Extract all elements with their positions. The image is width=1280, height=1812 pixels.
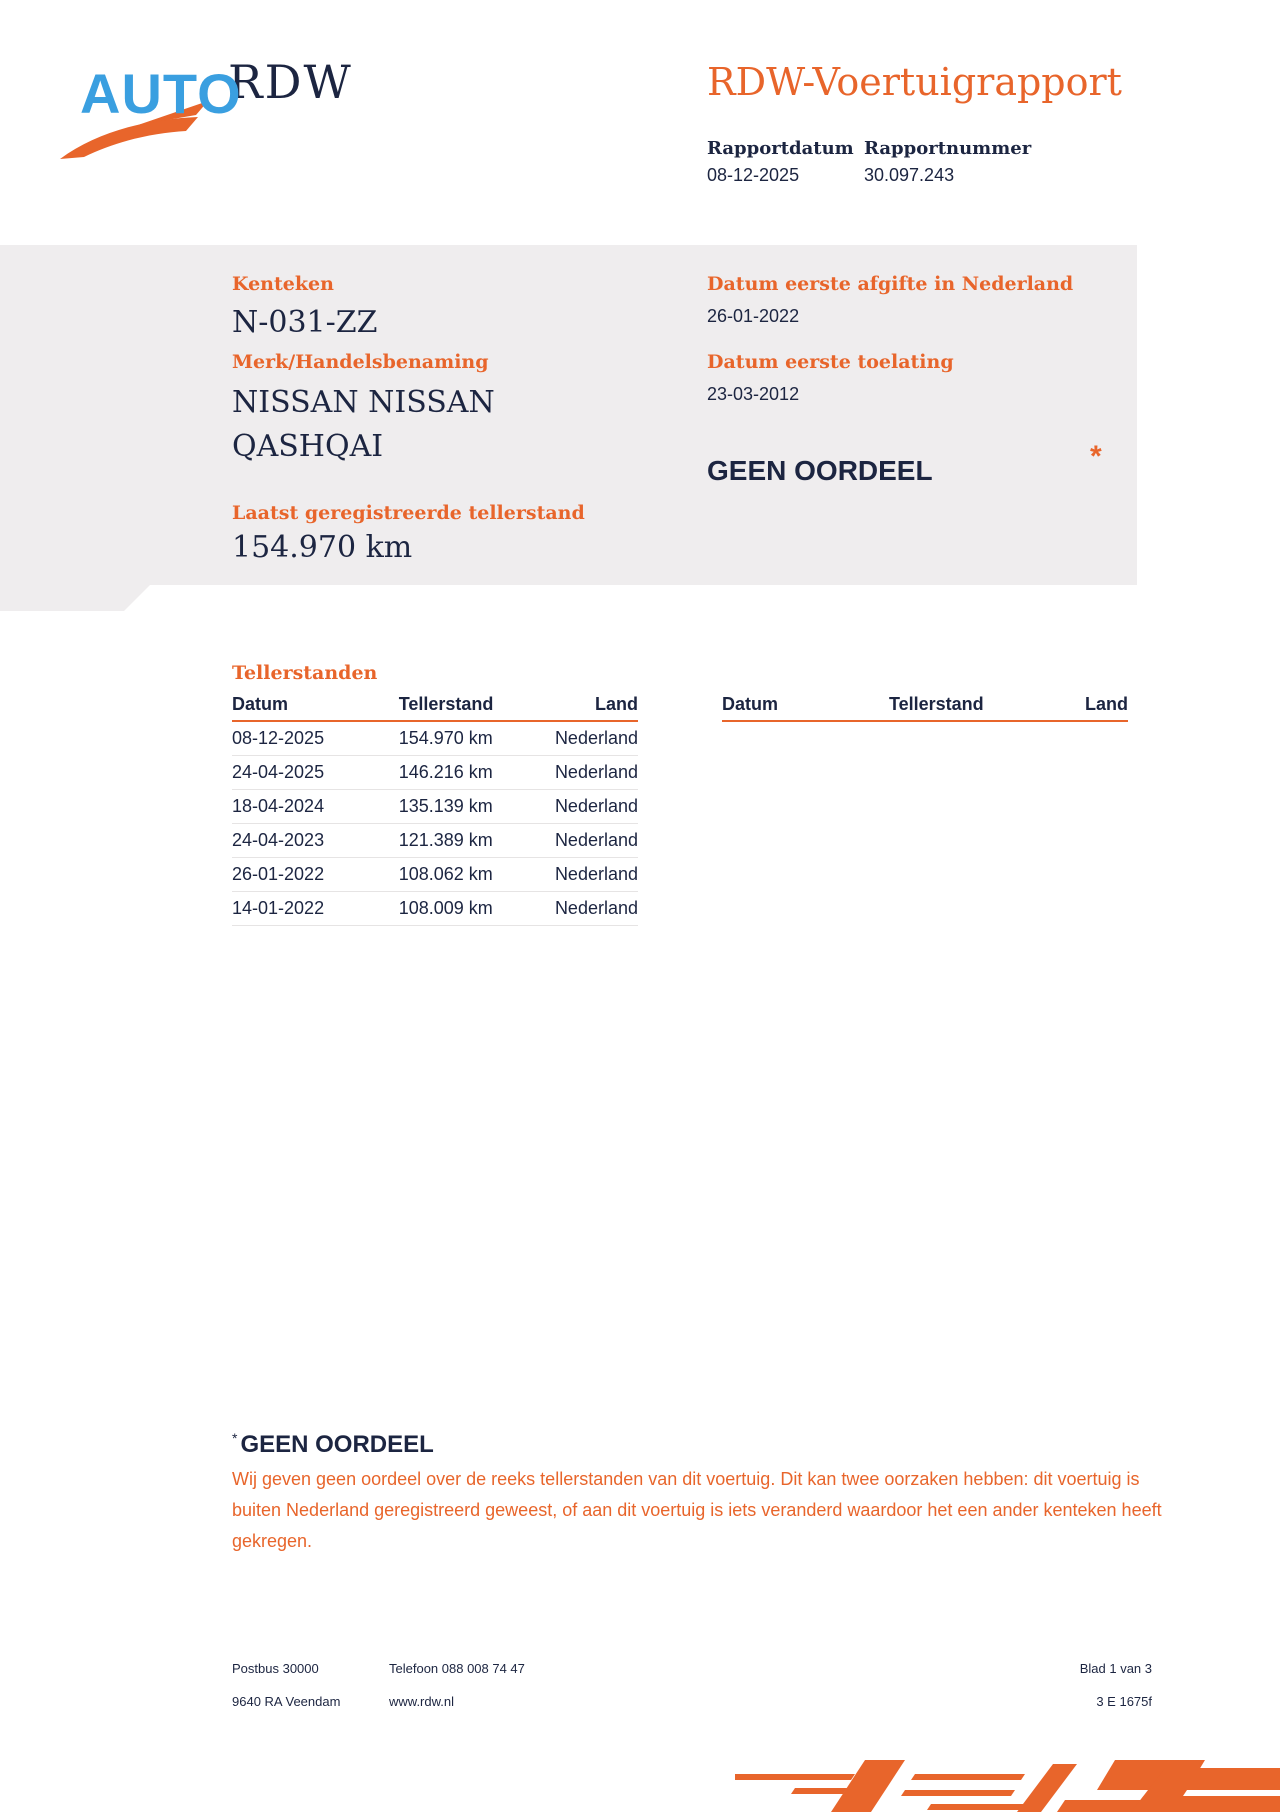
logo-rdw-text: RDW [228, 55, 353, 109]
row-country: Nederland [548, 721, 638, 756]
row-date: 08-12-2025 [232, 721, 399, 756]
report-date-label: Rapportdatum [707, 138, 854, 159]
make-line-2: QASHQAI [232, 429, 384, 464]
odometer-value: 154.970 km [232, 530, 413, 565]
col-odometer: Tellerstand [399, 692, 548, 721]
report-date: 08-12-2025 [707, 165, 800, 185]
panel-notch [0, 585, 150, 611]
make-label: Merk/Handelsbenaming [232, 351, 489, 373]
report-date-block [707, 138, 854, 186]
footer-phone: Telefoon 088 008 74 47 [389, 1661, 525, 1676]
footer-page: Blad 1 van 3 [1079, 1661, 1152, 1676]
col-date: Datum [232, 692, 399, 721]
row-date: 14-01-2022 [232, 892, 399, 926]
row-date: 24-04-2023 [232, 824, 399, 858]
readings-table [232, 692, 638, 926]
odometer-label: Laatst geregistreerde tellerstand [232, 502, 585, 524]
row-country: Nederland [548, 756, 638, 790]
row-odometer: 108.009 km [399, 892, 548, 926]
make-line-1: NISSAN NISSAN [232, 385, 495, 420]
table-row [232, 790, 638, 824]
row-date: 18-04-2024 [232, 790, 399, 824]
row-odometer: 146.216 km [399, 756, 548, 790]
row-odometer: 135.139 km [399, 790, 548, 824]
readings-header-row-2 [722, 692, 1128, 721]
vehicle-info-panel [0, 245, 1137, 585]
row-odometer: 108.062 km [399, 858, 548, 892]
first-nl-label: Datum eerste afgifte in Nederland [707, 273, 1074, 295]
verdict: GEEN OORDEEL [707, 455, 933, 486]
plate-label: Kenteken [232, 273, 334, 295]
row-country: Nederland [548, 790, 638, 824]
first-admission-label: Datum eerste toelating [707, 351, 954, 373]
row-date: 26-01-2022 [232, 858, 399, 892]
footer-code: 3 E 1675f [1096, 1694, 1152, 1709]
col-odometer-2: Tellerstand [889, 692, 1038, 721]
row-country: Nederland [548, 892, 638, 926]
row-country: Nederland [548, 824, 638, 858]
first-admission-date: 23-03-2012 [707, 384, 800, 404]
row-date: 24-04-2025 [232, 756, 399, 790]
first-nl-date: 26-01-2022 [707, 306, 800, 326]
logo-auto-text: AUTO [80, 62, 242, 125]
col-country: Land [548, 692, 638, 721]
table-row [232, 721, 638, 756]
table-row [232, 756, 638, 790]
readings-table-continued [722, 692, 1128, 722]
footer-postbus: Postbus 30000 [232, 1661, 319, 1676]
footer-city: 9640 RA Veendam [232, 1694, 341, 1709]
footnote-title-text: GEEN OORDEEL [240, 1431, 434, 1458]
footnote-title [232, 1430, 434, 1459]
report-number: 30.097.243 [864, 165, 955, 185]
footer-web[interactable]: www.rdw.nl [389, 1694, 455, 1709]
readings-title: Tellerstanden [232, 662, 378, 684]
row-odometer: 121.389 km [399, 824, 548, 858]
autordw-logo [58, 55, 358, 165]
decorative-stripes [735, 1760, 1280, 1812]
table-row [232, 892, 638, 926]
row-country: Nederland [548, 858, 638, 892]
plate-number: N-031-ZZ [232, 305, 378, 340]
col-country-2: Land [1038, 692, 1128, 721]
report-number-block [864, 138, 1031, 186]
report-number-label: Rapportnummer [864, 138, 1032, 159]
footnote-asterisk: * [232, 1430, 238, 1446]
footnote-text: Wij geven geen oordeel over de reeks tellerstanden van dit voertuig. Dit kan twee oorzaken hebben: dit voertuig is buiten Nederland geregistreerd geweest, of aan dit voertuig is iets veranderd waardoor het een ander kenteken heeft gekregen. [232, 1469, 1162, 1551]
readings-header-row [232, 692, 638, 721]
col-date-2: Datum [722, 692, 889, 721]
row-odometer: 154.970 km [399, 721, 548, 756]
table-row [232, 858, 638, 892]
table-row [232, 824, 638, 858]
verdict-asterisk: * [1090, 440, 1102, 473]
report-title: RDW-Voertuigrapport [707, 60, 1122, 104]
